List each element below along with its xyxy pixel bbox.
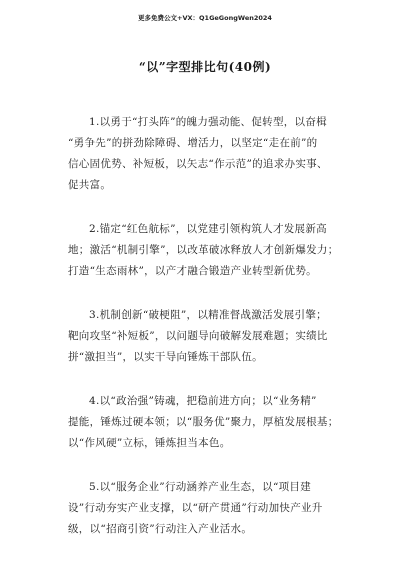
header-note: 更多免费公文+VX：Q1GeGongWen2024 bbox=[138, 14, 272, 22]
document-title: “以”字型排比句(40例) bbox=[138, 60, 272, 74]
paragraph-line: 3.机制创新“破梗阻”，以精准督战激活发展引擎； bbox=[89, 309, 327, 321]
paragraph-line: 设”行动夯实产业支撑，以“研产贯通”行动加快产业升 bbox=[68, 502, 323, 514]
paragraph-line: 级，以“招商引资”行动注入产业活水。 bbox=[68, 523, 253, 535]
paragraph-1 bbox=[68, 112, 348, 196]
paragraph-line: 1.以勇于“打头阵”的魄力强动能、促转型，以奋楫 bbox=[89, 116, 327, 128]
paragraph-line: 5.以“服务企业”行动涵养产业生态，以“项目建 bbox=[89, 481, 312, 493]
paragraph-2 bbox=[68, 219, 348, 282]
paragraph-line: 拼“激担当”，以实干导向锤炼干部队伍。 bbox=[68, 351, 263, 363]
paragraph-line: 4.以“政治强”铸魂，把稳前进方向；以“业务精” bbox=[89, 395, 317, 407]
paragraph-5 bbox=[68, 477, 348, 540]
paragraph-line: “勇争先”的拼劲除障碍、增活力，以坚定“走在前”的 bbox=[68, 137, 318, 149]
paragraph-line: 打造“生态雨林”，以产才融合锻造产业转型新优势。 bbox=[68, 265, 317, 277]
paragraph-line: 信心固优势、补短板，以矢志“作示范”的追求办实事、 bbox=[68, 158, 328, 170]
paragraph-line: 靶向攻坚“补短板”，以问题导向破解发展难题；实绩比 bbox=[68, 330, 328, 342]
paragraph-line: 以“作风硬”立标，锤炼担当本色。 bbox=[68, 437, 231, 449]
paragraph-line: 2.锚定“红色航标”，以党建引领构筑人才发展新高 bbox=[89, 223, 327, 235]
paragraph-3 bbox=[68, 305, 348, 368]
paragraph-line: 提能，锤炼过硬本领；以“服务优”聚力，厚植发展根基； bbox=[68, 416, 339, 428]
paragraph-line: 地；激活“机制引擎”，以改革破冰释放人才创新爆发力； bbox=[68, 244, 339, 256]
paragraph-4 bbox=[68, 391, 348, 454]
document-body bbox=[68, 112, 348, 563]
paragraph-line: 促共富。 bbox=[68, 179, 112, 191]
